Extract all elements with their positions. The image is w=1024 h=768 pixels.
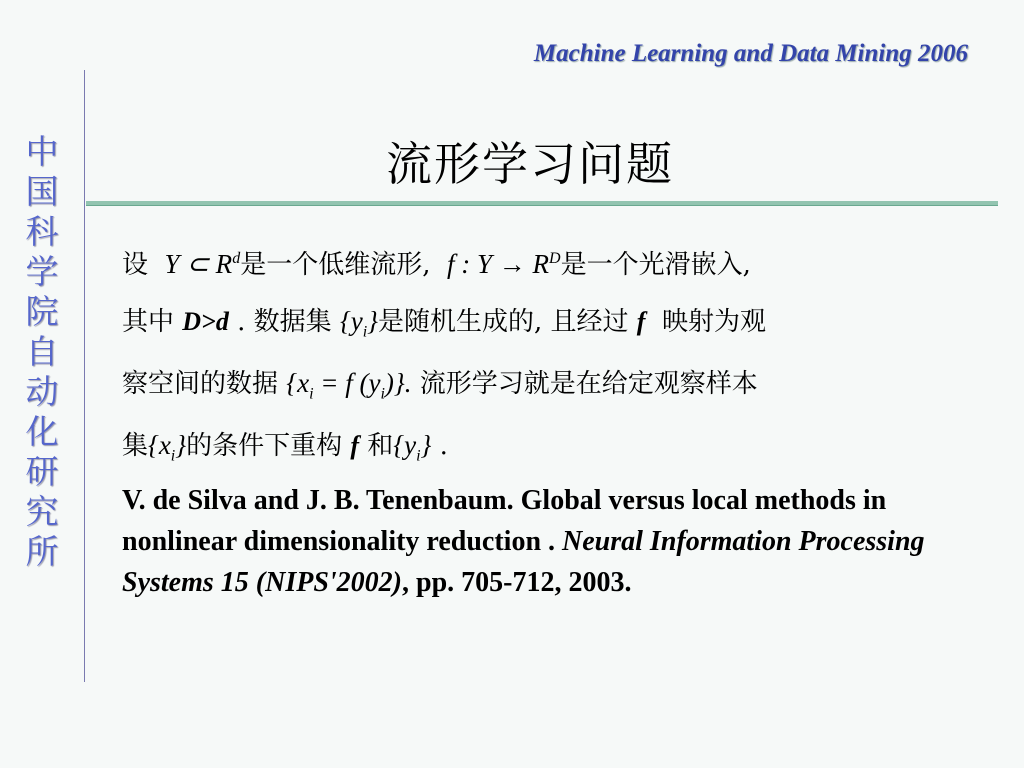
slide-body (122, 228, 958, 476)
text: 集 (122, 431, 149, 461)
math-expression: f : $Y \to R^D$ (446, 249, 561, 279)
ref-venue: Neural Information Processing Systems 15 (NIPS'2002) (122, 526, 925, 598)
side-char: 研 (25, 452, 59, 491)
text: 映射为观 (661, 307, 766, 337)
side-char: 自 (25, 332, 59, 371)
body-line-2 (122, 290, 958, 352)
math-expression: $\{y_i\}$ (393, 430, 432, 465)
side-char: 所 (25, 532, 59, 571)
math-expression: {$x_i = f$ $(y_i)$}. (286, 368, 412, 403)
side-char: 化 (25, 412, 59, 451)
title-rule (86, 201, 998, 206)
side-char: 究 (25, 492, 59, 531)
side-char: 动 (25, 372, 59, 411)
side-char: 科 (25, 212, 59, 251)
reference-citation (122, 480, 952, 603)
math-expression: $\{x_i\}$ (148, 430, 187, 465)
side-char: 国 (25, 172, 59, 211)
text: 其中 (122, 307, 175, 337)
body-line-4 (122, 414, 958, 476)
text: . 数据集 (237, 307, 332, 337)
math-inline: f (636, 307, 646, 336)
text: 是随机生成的, 且经过 (377, 307, 629, 337)
math-inline: f (350, 431, 360, 460)
math-inline: D>d (182, 307, 229, 336)
header-title: Machine Learning and Data Mining 2006 (533, 40, 968, 67)
vertical-divider (84, 70, 85, 682)
body-line-3 (122, 352, 958, 414)
text: 流形学习就是在给定观察样本 (419, 369, 758, 399)
body-line-1 (122, 228, 958, 290)
text: 是一个光滑嵌入, (560, 250, 751, 280)
text: 和 (367, 431, 394, 461)
slide-title: 流形学习问题 (386, 137, 674, 191)
institution-vertical-label (22, 132, 62, 572)
ref-authors: V. de Silva and J. B. Tenenbaum. Global versus local methods in nonlinear dimensionality reduction . (122, 485, 887, 557)
side-char: 学 (25, 252, 59, 291)
text: 的条件下重构 (186, 431, 343, 461)
text: 设 (122, 250, 149, 280)
math-expression: Y ⊂ $R^d$ (164, 249, 241, 279)
math-expression: $\{y_i\}$ (339, 306, 378, 341)
ref-pages: , pp. 705-712, 2003. (402, 567, 632, 598)
side-char: 院 (25, 292, 59, 331)
text: . (439, 431, 448, 461)
text: 察空间的数据 (122, 369, 279, 399)
side-char: 中 (25, 132, 59, 171)
text: 是一个低维流形, (240, 250, 431, 280)
